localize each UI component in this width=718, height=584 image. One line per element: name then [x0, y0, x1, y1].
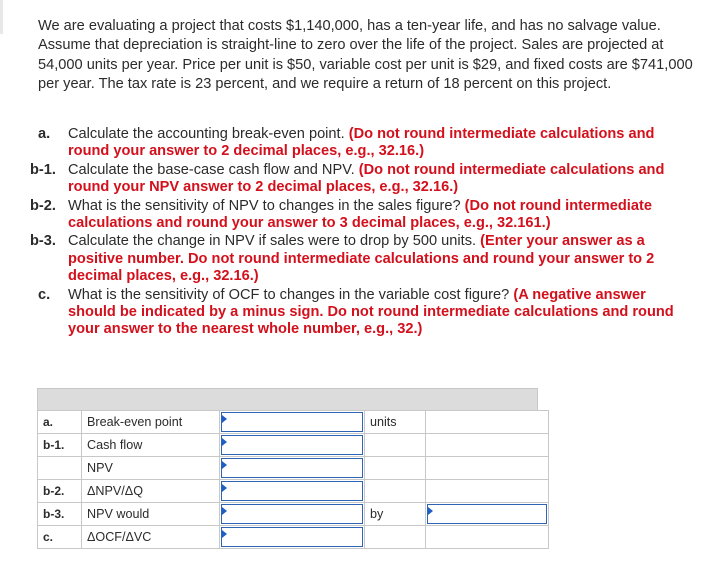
row-description: ΔNPV/ΔQ: [82, 480, 220, 503]
row-description: NPV: [82, 457, 220, 480]
question-text: Calculate the base-case cash flow and NPV.: [68, 161, 355, 178]
answer-cell: [220, 526, 365, 549]
empty-cell: [426, 411, 549, 434]
question-label: c.: [38, 286, 51, 303]
table-row-cash-flow: [38, 434, 549, 457]
question-text: Calculate the change in NPV if sales were to drop by 500 units.: [68, 233, 477, 250]
question-text: Calculate the accounting break-even point.: [68, 126, 345, 142]
empty-cell: [426, 434, 549, 457]
question-b3: [30, 233, 690, 285]
question-instruction: (Do not round intermediate calculations and round your NPV answer to 2 decimal places, e.g., 32.16.): [68, 161, 665, 196]
question-a: [30, 126, 690, 161]
row-unit: units: [365, 411, 426, 434]
table-row-npv-change: [38, 503, 549, 526]
row-unit: [365, 480, 426, 503]
table-row-dnpv-dq: [38, 480, 549, 503]
question-instruction: (Do not round intermediate calculations and round your answer to 3 decimal places, e.g., 32.161.): [68, 197, 652, 232]
question-list: [30, 126, 690, 340]
question-label: b-2.: [30, 197, 56, 214]
answer-cell: [220, 480, 365, 503]
npv-direction-dropdown-box[interactable]: [221, 504, 363, 524]
problem-statement: We are evaluating a project that costs $1,140,000, has a ten-year life, and has no salvage value. Assume that depreciation is straight-line to zero over the life of the project. Sales are projected at 54,000 units per year. Price per unit is $50, variable cost per unit is $29, and fixed costs are $741,000 per year. The tax rate is 23 percent, and we require a return of 18 percent on this project.: [38, 18, 693, 93]
question-text: What is the sensitivity of NPV to changes in the sales figure?: [68, 197, 461, 214]
question-b2: [30, 198, 690, 233]
row-label: c.: [38, 526, 82, 549]
answer-cell: [220, 411, 365, 434]
row-label: b-3.: [38, 503, 82, 526]
row-label: a.: [38, 411, 82, 434]
row-label: [38, 457, 82, 480]
question-c: [30, 287, 690, 339]
dnpv-dq-input-box[interactable]: [221, 481, 363, 501]
answer-cell: [426, 503, 549, 526]
npv-input[interactable]: [230, 460, 358, 478]
answer-table: [37, 410, 549, 549]
cash-flow-input[interactable]: [230, 437, 358, 455]
answer-cell: [220, 457, 365, 480]
table-row-npv: [38, 457, 549, 480]
row-description: NPV would: [82, 503, 220, 526]
npv-input-box[interactable]: [221, 458, 363, 478]
docf-dvc-input-box[interactable]: [221, 527, 363, 547]
break-even-input-box[interactable]: [221, 412, 363, 432]
table-row-docf-dvc: [38, 526, 549, 549]
question-label: a.: [38, 126, 51, 142]
left-accent-bar: [0, 0, 3, 34]
question-label: b-1.: [30, 161, 56, 178]
question-instruction: (Enter your answer as a positive number. Do not round intermediate calculations and round your answer to 2 decimal places, e.g., 32.16.): [68, 233, 655, 285]
answer-cell: [220, 434, 365, 457]
dnpv-dq-input[interactable]: [230, 483, 358, 501]
row-unit: [365, 457, 426, 480]
empty-cell: [426, 480, 549, 503]
question-instruction: (A negative answer should be indicated by a minus sign. Do not round intermediate calculations and round your answer to the nearest whole number, e.g., 32.): [68, 286, 674, 338]
question-b1: [30, 162, 690, 197]
row-description: ΔOCF/ΔVC: [82, 526, 220, 549]
question-label: b-3.: [30, 233, 56, 250]
question-instruction: (Do not round intermediate calculations and round your answer to 2 decimal places, e.g., 32.16.): [68, 126, 655, 160]
row-description: Break-even point: [82, 411, 220, 434]
row-label: b-1.: [38, 434, 82, 457]
docf-dvc-input[interactable]: [230, 529, 358, 547]
empty-cell: [426, 526, 549, 549]
answer-cell: [220, 503, 365, 526]
question-text: What is the sensitivity of OCF to changes in the variable cost figure?: [68, 286, 510, 303]
break-even-input[interactable]: [230, 414, 358, 432]
npv-change-input-box[interactable]: [427, 504, 547, 524]
empty-cell: [426, 457, 549, 480]
answer-table-header: [37, 388, 538, 410]
npv-change-input[interactable]: [436, 506, 542, 524]
row-unit: [365, 526, 426, 549]
cash-flow-input-box[interactable]: [221, 435, 363, 455]
row-unit: by: [365, 503, 426, 526]
row-description: Cash flow: [82, 434, 220, 457]
table-row-break-even: [38, 411, 549, 434]
row-unit: [365, 434, 426, 457]
npv-direction-dropdown[interactable]: [230, 506, 358, 524]
answer-table-container: [37, 388, 538, 549]
row-label: b-2.: [38, 480, 82, 503]
